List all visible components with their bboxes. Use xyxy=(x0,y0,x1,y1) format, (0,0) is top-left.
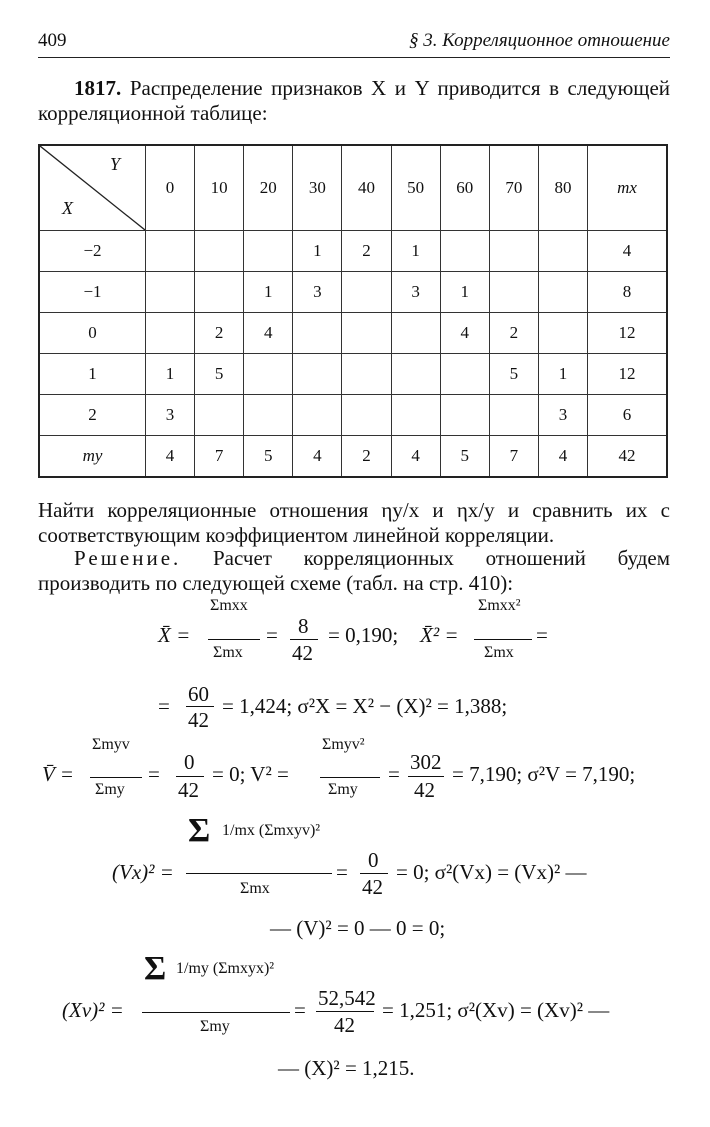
table-cell xyxy=(146,272,195,313)
table-cell xyxy=(538,313,587,354)
x-value: 2 xyxy=(39,395,146,436)
y-value: 70 xyxy=(489,145,538,231)
problem-statement xyxy=(38,76,670,126)
formula-line-7: — (X)² = 1,215. xyxy=(278,1056,415,1080)
table-cell: 2 xyxy=(195,313,244,354)
sum-mx: Σmx xyxy=(484,644,514,661)
my-value: 4 xyxy=(293,436,342,478)
solution-text: Расчет корреляционных отношений будем производить по следующей схеме (табл. на стр. 410): xyxy=(38,546,670,595)
page-number: 409 xyxy=(38,30,67,51)
table-cell xyxy=(342,313,391,354)
table-cell: 1 xyxy=(440,272,489,313)
fraction-num: 302 xyxy=(410,750,442,774)
y-value: 30 xyxy=(293,145,342,231)
table-cell: 4 xyxy=(440,313,489,354)
fraction-bar xyxy=(474,639,532,640)
variance-xv: = 1,251; σ²(Xv) = (Xv)² — xyxy=(382,998,610,1022)
fraction-bar xyxy=(186,706,214,707)
section-title: § 3. Корреляционное отношение xyxy=(408,30,670,51)
equals-sign: = xyxy=(158,694,170,718)
equals-sign: = xyxy=(536,623,548,647)
table-cell xyxy=(195,395,244,436)
table-cell xyxy=(342,395,391,436)
table-cell xyxy=(244,395,293,436)
table-cell xyxy=(489,395,538,436)
xv-inner: 1/my (Σmxyx)² xyxy=(176,960,275,977)
table-row xyxy=(39,313,667,354)
table-cell: 1 xyxy=(538,354,587,395)
my-value: 7 xyxy=(489,436,538,478)
y-value: 0 xyxy=(146,145,195,231)
vbar-symbol: V̄ = xyxy=(42,762,74,786)
table-cell xyxy=(195,272,244,313)
mx-header: mx xyxy=(588,145,668,231)
x-value: −1 xyxy=(39,272,146,313)
sum-my-v: Σmyv xyxy=(92,736,130,753)
formula-line-5: — (V)² = 0 — 0 = 0; xyxy=(270,916,446,940)
fraction-bar xyxy=(290,639,318,640)
my-label: my xyxy=(39,436,146,478)
diagonal-line xyxy=(40,146,145,230)
sum-mx: Σmx xyxy=(240,880,270,897)
table-cell xyxy=(293,313,342,354)
solution-label: Решение. xyxy=(74,546,182,570)
table-cell xyxy=(440,231,489,272)
mx-value: 8 xyxy=(588,272,668,313)
variance-vx: = 0; σ²(Vx) = (Vx)² — xyxy=(396,860,587,884)
x-value: 1 xyxy=(39,354,146,395)
sum-my: Σmy xyxy=(328,781,358,798)
fraction-bar xyxy=(320,777,380,778)
sum-my: Σmy xyxy=(200,1018,230,1035)
table-cell: 1 xyxy=(391,231,440,272)
my-value: 4 xyxy=(146,436,195,478)
sigma-icon: Σ xyxy=(144,950,167,987)
fraction-num: 60 xyxy=(188,682,209,706)
sum-my-v2: Σmyv² xyxy=(322,736,365,753)
fraction-den: 42 xyxy=(362,875,383,899)
y-value: 60 xyxy=(440,145,489,231)
table-row xyxy=(39,231,667,272)
table-cell xyxy=(342,354,391,395)
table-cell xyxy=(489,231,538,272)
table-header-row xyxy=(39,145,667,231)
table-row xyxy=(39,395,667,436)
table-cell xyxy=(391,354,440,395)
mx-value: 4 xyxy=(588,231,668,272)
task-text: Найти корреляционные отношения ηy/x и ηx/y и сравнить их с соответствующим коэффициентом линейной корреляции. xyxy=(38,498,670,547)
sum-mx: Σmx xyxy=(213,644,243,661)
table-cell: 4 xyxy=(244,313,293,354)
table-cell: 1 xyxy=(146,354,195,395)
y-value: 10 xyxy=(195,145,244,231)
y-value: 20 xyxy=(244,145,293,231)
table-cell: 3 xyxy=(146,395,195,436)
sum-my: Σmy xyxy=(95,781,125,798)
variance-x: = 1,424; σ²X = X² − (X)² = 1,388; xyxy=(222,694,508,718)
xbar-symbol: X̄ = xyxy=(158,623,191,647)
fraction-den: 42 xyxy=(414,778,435,802)
table-cell: 2 xyxy=(489,313,538,354)
table-cell xyxy=(489,272,538,313)
table-cell: 5 xyxy=(195,354,244,395)
solution-paragraph xyxy=(38,546,670,596)
table-cell xyxy=(146,231,195,272)
xbar-value: = 0,190; xyxy=(328,623,399,647)
table-cell xyxy=(244,354,293,395)
sum-mx-x: Σmxx xyxy=(210,597,248,614)
equals-sign: = xyxy=(294,998,306,1022)
table-cell: 3 xyxy=(293,272,342,313)
xv-left: (Xv)² = xyxy=(62,998,124,1022)
mx-value: 12 xyxy=(588,354,668,395)
fraction-bar xyxy=(408,776,444,777)
my-value: 4 xyxy=(391,436,440,478)
table-cell xyxy=(538,231,587,272)
equals-sign: = xyxy=(336,860,348,884)
x-value: −2 xyxy=(39,231,146,272)
table-cell: 2 xyxy=(342,231,391,272)
fraction-num: 8 xyxy=(298,614,309,638)
table-cell xyxy=(244,231,293,272)
x-value: 0 xyxy=(39,313,146,354)
my-value: 2 xyxy=(342,436,391,478)
mx-value: 12 xyxy=(588,313,668,354)
sum-mx-x2: Σmxx² xyxy=(478,597,521,614)
table-cell: 1 xyxy=(244,272,293,313)
table-row xyxy=(39,354,667,395)
table-cell xyxy=(342,272,391,313)
vx-inner: 1/mx (Σmxyv)² xyxy=(222,822,321,839)
fraction-num: 0 xyxy=(368,848,379,872)
table-cell: 3 xyxy=(538,395,587,436)
y-value: 80 xyxy=(538,145,587,231)
fraction-bar xyxy=(316,1011,374,1012)
my-value: 5 xyxy=(244,436,293,478)
table-cell xyxy=(391,395,440,436)
equals-sign: = xyxy=(266,623,278,647)
table-cell: 5 xyxy=(489,354,538,395)
corner-x-label: X xyxy=(62,198,73,218)
variance-v: = 7,190; σ²V = 7,190; xyxy=(452,762,636,786)
fraction-bar xyxy=(186,873,332,874)
mx-value: 6 xyxy=(588,395,668,436)
table-cell xyxy=(440,395,489,436)
my-value: 7 xyxy=(195,436,244,478)
fraction-bar xyxy=(90,777,142,778)
table-row xyxy=(39,272,667,313)
table-cell xyxy=(195,231,244,272)
my-row xyxy=(39,436,667,478)
xbar2-symbol: X̄² = xyxy=(420,623,459,647)
y-value: 50 xyxy=(391,145,440,231)
my-value: 4 xyxy=(538,436,587,478)
vx-left: (Vx)² = xyxy=(112,860,174,884)
problem-text: Распределение признаков X и Y приводится в следующей корреляционной таблице: xyxy=(38,76,671,125)
corner-cell xyxy=(39,145,146,231)
table-cell xyxy=(538,272,587,313)
table-cell xyxy=(440,354,489,395)
equals-sign: = xyxy=(148,762,160,786)
table-cell: 1 xyxy=(293,231,342,272)
fraction-bar xyxy=(176,776,204,777)
fraction-bar xyxy=(360,873,388,874)
vbar-mid: = 0; V² = xyxy=(212,762,289,786)
sigma-icon: Σ xyxy=(188,812,211,849)
fraction-den: 42 xyxy=(188,708,209,732)
correlation-table xyxy=(38,144,668,478)
table-cell xyxy=(293,395,342,436)
corner-y-label: Y xyxy=(110,154,121,174)
problem-number: 1817. xyxy=(74,76,122,100)
equals-sign: = xyxy=(388,762,400,786)
table-cell xyxy=(293,354,342,395)
fraction-num: 0 xyxy=(184,750,195,774)
fraction-bar xyxy=(208,639,260,640)
table-cell xyxy=(391,313,440,354)
fraction-den: 42 xyxy=(178,778,199,802)
table-cell xyxy=(146,313,195,354)
total-count: 42 xyxy=(588,436,668,478)
my-value: 5 xyxy=(440,436,489,478)
fraction-num: 52,542 xyxy=(318,986,376,1010)
header-rule xyxy=(38,57,670,58)
fraction-bar xyxy=(142,1012,290,1013)
y-value: 40 xyxy=(342,145,391,231)
fraction-den: 42 xyxy=(334,1013,355,1037)
fraction-den: 42 xyxy=(292,641,313,665)
table-cell: 3 xyxy=(391,272,440,313)
